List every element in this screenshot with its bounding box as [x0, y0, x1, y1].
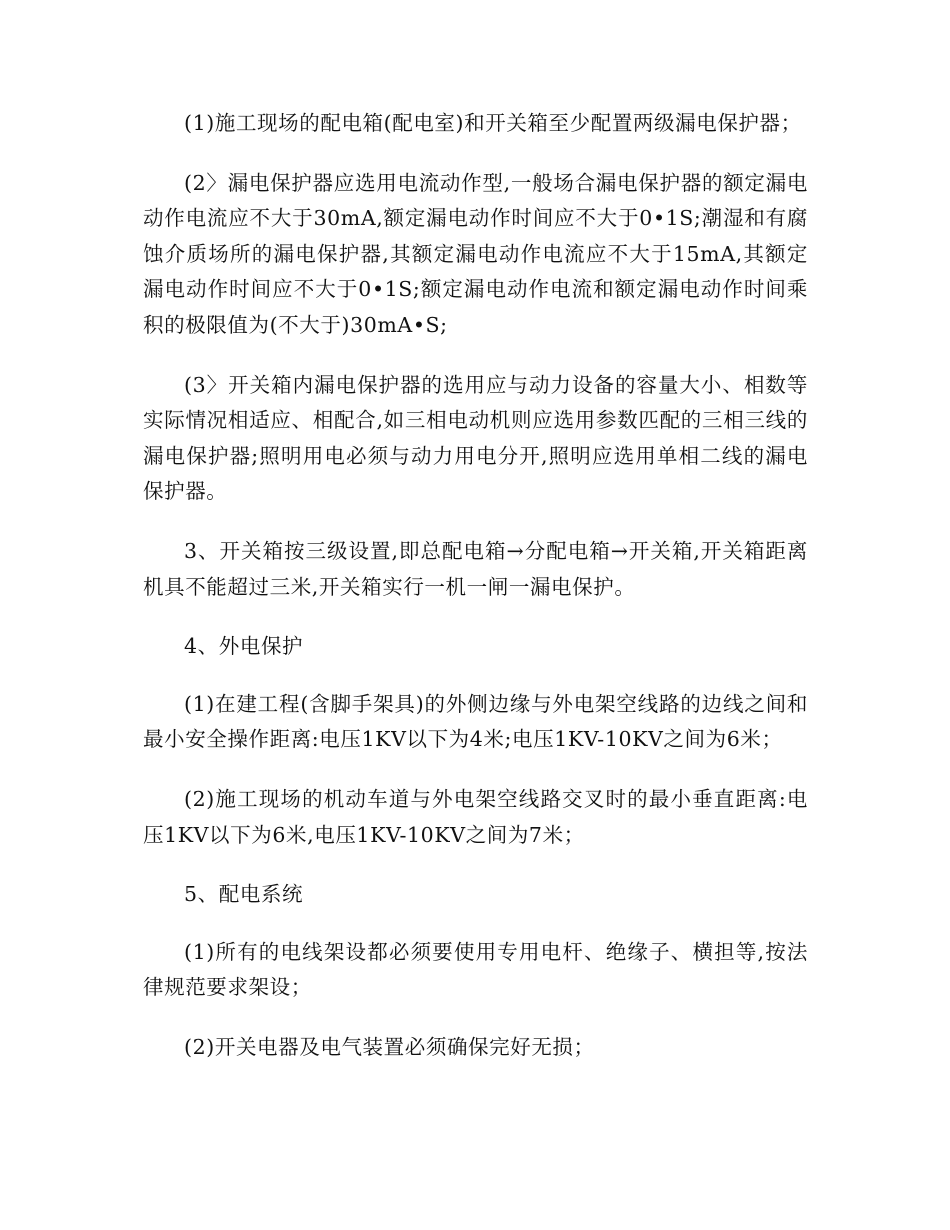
- paragraph-wire-erection: (1)所有的电线架设都必须要使用专用电杆、绝缘子、横担等,按法律规范要求架设；: [143, 939, 808, 1000]
- paragraph-switch-box-protector: (3〉开关箱内漏电保护器的选用应与动力设备的容量大小、相数等实际情况相适应、相配合,如三相电动机则应选用参数匹配的三相三线的漏电保护器;照明用电必须与动力用电分开,照明应选用单相二线的漏电保护器。: [143, 372, 808, 504]
- paragraph-leakage-two-level: (1)施工现场的配电箱(配电室)和开关箱至少配置两级漏电保护器；: [184, 111, 802, 135]
- paragraph-vertical-distance: (2)施工现场的机动车道与外电架空线路交叉时的最小垂直距离:电压1KV以下为6米,电压1KV-10KV之间为7米；: [143, 786, 808, 847]
- heading-distribution-system: 5、配电系统: [184, 882, 304, 907]
- paragraph-safe-distance: (1)在建工程(含脚手架具)的外侧边缘与外电架空线路的边线之间和最小安全操作距离:电压1KV以下为4米;电压1KV-10KV之间为6米；: [143, 691, 808, 752]
- paragraph-switch-devices-intact: (2)开关电器及电气装置必须确保完好无损；: [184, 1034, 595, 1059]
- heading-external-power-protection: 4、外电保护: [184, 634, 304, 659]
- document-body: [143, 106, 808, 1089]
- paragraph-leakage-current-type: (2〉漏电保护器应选用电流动作型,一般场合漏电保护器的额定漏电动作电流应不大于30mA,额定漏电动作时间应不大于0•1S;潮湿和有腐蚀介质场所的漏电保护器,其额定漏电动作电流应不大于15mA,其额定漏电动作时间应不大于0•1S;额定漏电动作电流和额定漏电动作时间乘积的极限值为(不大于)30mA•S;: [143, 170, 808, 337]
- paragraph-three-level-setup: 3、开关箱按三级设置,即总配电箱→分配电箱→开关箱,开关箱距离机具不能超过三米,开关箱实行一机一闸一漏电保护。: [143, 538, 808, 599]
